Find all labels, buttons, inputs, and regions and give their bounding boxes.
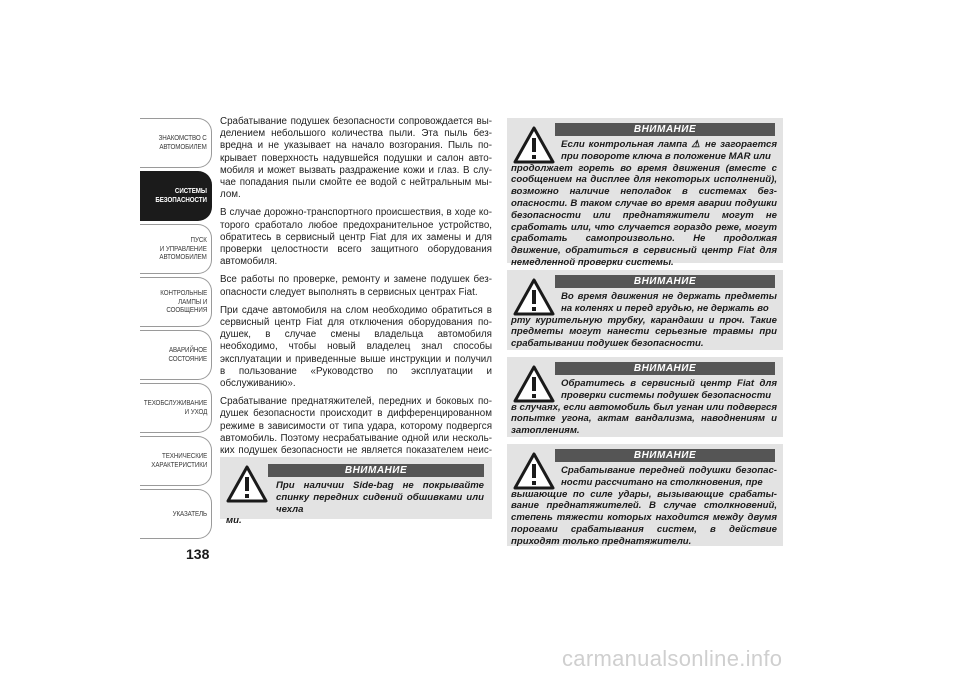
warning-title: ВНИМАНИЕ <box>268 464 484 477</box>
paragraph: При сдаче автомобиля на слом необходимо обратиться в сервисный центр Fiat для отключения оборудования подушек, в случае смены владельца автомобиля необходимо, чтобы новый владелец знал способы эксплуатации и приведенные выше инструкции и получил в пользование «Руководство по эксплуатации и обслуживанию». <box>220 304 492 390</box>
tab-label: ПУСК И УПРАВЛЕНИЕ АВТОМОБИЛЕМ <box>159 235 207 262</box>
tab-maintenance[interactable] <box>140 383 212 433</box>
tab-warning-lights[interactable] <box>140 277 212 327</box>
paragraph: Все работы по проверке, ремонту и замене подушек безопасности следует выполнять в сервисных центрах Fiat. <box>220 274 492 298</box>
warning-box <box>507 270 783 350</box>
warning-title: ВНИМАНИЕ <box>555 362 775 375</box>
warning-box <box>507 118 783 268</box>
warning-lead: При наличии Side-bag не покрывайте спинку передних сидений обшивками или чехла <box>276 480 484 515</box>
warning-rest: ми. <box>226 515 242 527</box>
warning-text <box>511 465 777 548</box>
tab-label: СИСТЕМЫ БЕЗОПАСНОСТИ <box>155 186 207 204</box>
page-number: 138 <box>186 546 210 562</box>
warning-lead: Обратитесь в сервисный центр Fiat для проверки системы подушек безопасности <box>561 378 777 401</box>
tab-label: ТЕХОБСЛУЖИВАНИЕ И УХОД <box>143 398 207 416</box>
warning-lead: Срабатывание передней подушки безопасности рассчитано на столкновения, пре <box>561 465 777 488</box>
warning-text <box>511 139 777 269</box>
paragraph: В случае дорожно-транспортного происшествия, в ходе которого сработало любое предохранительное устройство, обратитесь в сервисный центр Fiat для их замены и для проверки целостности всего защитного оборудования автомобиля. <box>220 207 492 268</box>
warning-rest: в случаях, если автомобиль был угнан или подвергся попытке угона, актам вандализма, наводнениям и затоплениям. <box>511 401 777 437</box>
tab-index[interactable] <box>140 489 212 539</box>
warning-box <box>507 357 783 437</box>
tab-emergency[interactable] <box>140 330 212 380</box>
warning-lead: Если контрольная лампа ⚠ не загорается при повороте ключа в положение MAR или <box>561 139 777 162</box>
watermark: carmanualsonline.info <box>562 646 783 671</box>
tab-label: АВАРИЙНОЕ СОСТОЯНИЕ <box>168 345 207 363</box>
warning-title: ВНИМАНИЕ <box>555 123 775 136</box>
paragraph: Срабатывание подушек безопасности сопровождается выделением небольшого количества пыли. Эта пыль безвредна и не указывает на начало возгорания. Пыль покрывает поверхность надувшейся подушки и салон автомобиля и может вызвать раздражение кожи и глаз. В случае попадания пыли смойте ее водой с нейтральным мылом. <box>220 116 492 201</box>
warning-text <box>226 480 484 527</box>
body-text <box>220 116 492 475</box>
tab-starting[interactable] <box>140 224 212 274</box>
tab-intro[interactable] <box>140 118 212 168</box>
tab-label: КОНТРОЛЬНЫЕ ЛАМПЫ И СООБЩЕНИЯ <box>160 288 207 315</box>
tab-safety[interactable] <box>140 171 212 221</box>
warning-title: ВНИМАНИЕ <box>555 449 775 462</box>
warning-rest: продолжает гореть во время движения (вместе с сообщением на дисплее для некоторых исполнений), возможно наличие неполадок в системах безопасности. В таком случае во время аварии подушки безопасности или преднатяжители могут не сработать или, что случается гораздо реже, могут сработать самопроизвольно. Не продолжая движение, обратиться в сервисный центр Fiat для немедленной проверки системы. <box>511 162 777 268</box>
tab-label: ЗНАКОМСТВО С АВТОМОБИЛЕМ <box>158 133 207 151</box>
tab-label: ТЕХНИЧЕСКИЕ ХАРАКТЕРИСТИКИ <box>151 451 207 469</box>
warning-text <box>511 378 777 437</box>
warning-lead: Во время движения не держать предметы на коленях и перед грудью, не держать во <box>561 291 777 314</box>
warning-box <box>507 444 783 546</box>
tab-specifications[interactable] <box>140 436 212 486</box>
warning-title: ВНИМАНИЕ <box>555 275 775 288</box>
warning-rest: вышающие по силе удары, вызывающие срабатывание преднатяжителей. В случае столкновений, степень тяжести которых находится между двумя порогами срабатывания систем, в действие приходят только преднатяжители. <box>511 488 777 547</box>
warning-rest: рту курительную трубку, карандаши и проч. Такие предметы могут нанести серьезные травмы при срабатывании подушек безопасности. <box>511 314 777 350</box>
paragraph: Срабатывание преднатяжителей, передних и боковых подушек безопасности происходит в дифференцированном режиме в зависимости от типа удара, которому подвергся автомобиль. Поэтому несрабатывание одной или нескольких подушек безопасности не является показателем неис <box>220 396 492 457</box>
warning-text <box>511 291 777 350</box>
warning-box <box>220 457 492 527</box>
tab-label: УКАЗАТЕЛЬ <box>172 508 207 518</box>
